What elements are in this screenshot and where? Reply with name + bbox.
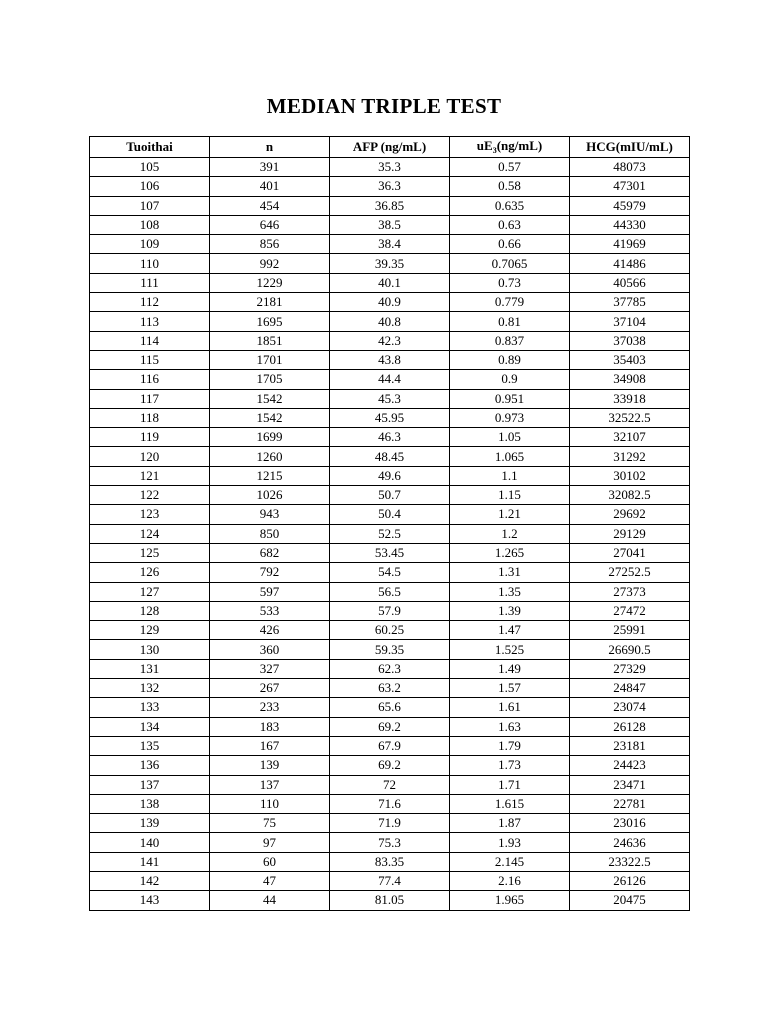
cell-afp: 40.1 [330,273,450,292]
cell-afp: 69.2 [330,717,450,736]
cell-tuoithai: 107 [90,196,210,215]
cell-ue3: 1.93 [450,833,570,852]
cell-tuoithai: 133 [90,698,210,717]
cell-ue3: 0.635 [450,196,570,215]
table-row [90,852,690,871]
table-row [90,524,690,543]
cell-ue3: 1.31 [450,563,570,582]
table-row [90,640,690,659]
cell-ue3: 1.21 [450,505,570,524]
table-body [90,158,690,911]
cell-hcg: 32107 [570,428,690,447]
cell-hcg: 32522.5 [570,408,690,427]
ue3-header-unit: (ng/mL) [496,138,543,153]
cell-hcg: 26128 [570,717,690,736]
cell-ue3: 0.63 [450,215,570,234]
cell-ue3: 1.61 [450,698,570,717]
cell-tuoithai: 114 [90,331,210,350]
cell-ue3: 1.265 [450,543,570,562]
cell-tuoithai: 110 [90,254,210,273]
cell-n: 1542 [210,408,330,427]
table-row [90,428,690,447]
cell-afp: 45.3 [330,389,450,408]
column-header-afp: AFP (ng/mL) [330,137,450,158]
cell-n: 1705 [210,370,330,389]
table-row [90,158,690,177]
cell-tuoithai: 139 [90,814,210,833]
cell-afp: 36.85 [330,196,450,215]
cell-n: 1260 [210,447,330,466]
table-row [90,196,690,215]
cell-ue3: 0.57 [450,158,570,177]
table-row [90,331,690,350]
cell-hcg: 37038 [570,331,690,350]
table-row [90,891,690,910]
cell-tuoithai: 121 [90,466,210,485]
cell-hcg: 48073 [570,158,690,177]
cell-tuoithai: 115 [90,350,210,369]
cell-n: 44 [210,891,330,910]
cell-n: 1851 [210,331,330,350]
cell-n: 426 [210,621,330,640]
table-row [90,756,690,775]
table-row [90,312,690,331]
cell-afp: 50.4 [330,505,450,524]
table-row [90,736,690,755]
cell-ue3: 1.39 [450,601,570,620]
cell-hcg: 47301 [570,177,690,196]
median-triple-test-table [89,136,690,911]
cell-ue3: 0.73 [450,273,570,292]
cell-ue3: 1.15 [450,486,570,505]
cell-afp: 46.3 [330,428,450,447]
cell-n: 533 [210,601,330,620]
cell-afp: 52.5 [330,524,450,543]
cell-hcg: 24847 [570,679,690,698]
cell-tuoithai: 111 [90,273,210,292]
cell-n: 75 [210,814,330,833]
cell-afp: 38.5 [330,215,450,234]
column-header-n: n [210,137,330,158]
cell-tuoithai: 141 [90,852,210,871]
cell-n: 1695 [210,312,330,331]
table-row [90,389,690,408]
table-row [90,717,690,736]
cell-n: 682 [210,543,330,562]
cell-ue3: 0.7065 [450,254,570,273]
cell-hcg: 31292 [570,447,690,466]
table-row [90,679,690,698]
table-row [90,563,690,582]
ue3-header-subscript: 3 [492,146,497,155]
cell-tuoithai: 106 [90,177,210,196]
cell-ue3: 0.9 [450,370,570,389]
cell-n: 167 [210,736,330,755]
cell-tuoithai: 113 [90,312,210,331]
cell-n: 327 [210,659,330,678]
column-header-tuoithai: Tuoithai [90,137,210,158]
cell-afp: 39.35 [330,254,450,273]
cell-n: 139 [210,756,330,775]
cell-afp: 40.8 [330,312,450,331]
cell-ue3: 1.63 [450,717,570,736]
table-row [90,871,690,890]
cell-hcg: 27252.5 [570,563,690,582]
cell-n: 1215 [210,466,330,485]
cell-afp: 43.8 [330,350,450,369]
cell-afp: 44.4 [330,370,450,389]
cell-tuoithai: 140 [90,833,210,852]
cell-hcg: 22781 [570,794,690,813]
cell-hcg: 23016 [570,814,690,833]
cell-n: 792 [210,563,330,582]
cell-ue3: 0.837 [450,331,570,350]
cell-hcg: 27373 [570,582,690,601]
cell-afp: 50.7 [330,486,450,505]
table-row [90,794,690,813]
cell-ue3: 0.779 [450,293,570,312]
table-row [90,486,690,505]
cell-n: 1229 [210,273,330,292]
cell-n: 597 [210,582,330,601]
table-row [90,293,690,312]
table-row [90,447,690,466]
cell-n: 1699 [210,428,330,447]
column-header-hcg: HCG(mIU/mL) [570,137,690,158]
cell-ue3: 0.973 [450,408,570,427]
cell-afp: 53.45 [330,543,450,562]
table-row [90,814,690,833]
cell-hcg: 20475 [570,891,690,910]
cell-hcg: 26126 [570,871,690,890]
cell-n: 47 [210,871,330,890]
cell-hcg: 29129 [570,524,690,543]
cell-afp: 38.4 [330,235,450,254]
cell-ue3: 0.81 [450,312,570,331]
cell-ue3: 1.87 [450,814,570,833]
cell-afp: 56.5 [330,582,450,601]
cell-tuoithai: 125 [90,543,210,562]
table-row [90,621,690,640]
cell-n: 401 [210,177,330,196]
cell-afp: 59.35 [330,640,450,659]
cell-tuoithai: 108 [90,215,210,234]
cell-afp: 45.95 [330,408,450,427]
cell-n: 391 [210,158,330,177]
cell-tuoithai: 135 [90,736,210,755]
cell-afp: 67.9 [330,736,450,755]
cell-hcg: 32082.5 [570,486,690,505]
cell-n: 856 [210,235,330,254]
table-row [90,215,690,234]
page-title: MEDIAN TRIPLE TEST [266,94,502,118]
cell-afp: 36.3 [330,177,450,196]
cell-hcg: 24636 [570,833,690,852]
cell-tuoithai: 116 [90,370,210,389]
table-row [90,350,690,369]
cell-n: 2181 [210,293,330,312]
cell-n: 360 [210,640,330,659]
cell-afp: 65.6 [330,698,450,717]
cell-hcg: 23322.5 [570,852,690,871]
cell-ue3: 1.1 [450,466,570,485]
cell-tuoithai: 138 [90,794,210,813]
cell-afp: 35.3 [330,158,450,177]
cell-n: 1542 [210,389,330,408]
cell-hcg: 41969 [570,235,690,254]
cell-n: 183 [210,717,330,736]
cell-ue3: 0.58 [450,177,570,196]
table-row [90,370,690,389]
table-row [90,543,690,562]
cell-hcg: 24423 [570,756,690,775]
cell-afp: 62.3 [330,659,450,678]
cell-n: 943 [210,505,330,524]
cell-tuoithai: 137 [90,775,210,794]
cell-n: 992 [210,254,330,273]
cell-hcg: 23471 [570,775,690,794]
cell-ue3: 2.16 [450,871,570,890]
cell-hcg: 27472 [570,601,690,620]
cell-hcg: 23181 [570,736,690,755]
cell-hcg: 23074 [570,698,690,717]
cell-afp: 54.5 [330,563,450,582]
table-row [90,659,690,678]
cell-ue3: 1.71 [450,775,570,794]
cell-afp: 69.2 [330,756,450,775]
cell-hcg: 27329 [570,659,690,678]
cell-ue3: 1.35 [450,582,570,601]
cell-afp: 71.6 [330,794,450,813]
cell-ue3: 1.615 [450,794,570,813]
cell-tuoithai: 127 [90,582,210,601]
cell-hcg: 29692 [570,505,690,524]
cell-afp: 49.6 [330,466,450,485]
cell-n: 233 [210,698,330,717]
cell-afp: 40.9 [330,293,450,312]
cell-n: 267 [210,679,330,698]
cell-tuoithai: 109 [90,235,210,254]
cell-afp: 57.9 [330,601,450,620]
cell-n: 60 [210,852,330,871]
cell-afp: 60.25 [330,621,450,640]
cell-ue3: 1.05 [450,428,570,447]
cell-n: 1701 [210,350,330,369]
cell-afp: 71.9 [330,814,450,833]
table-row [90,466,690,485]
cell-afp: 63.2 [330,679,450,698]
cell-tuoithai: 132 [90,679,210,698]
table-row [90,235,690,254]
cell-afp: 75.3 [330,833,450,852]
cell-ue3: 1.49 [450,659,570,678]
cell-tuoithai: 120 [90,447,210,466]
cell-n: 1026 [210,486,330,505]
table-header-row [90,137,690,158]
cell-ue3: 0.66 [450,235,570,254]
cell-tuoithai: 119 [90,428,210,447]
cell-hcg: 44330 [570,215,690,234]
cell-ue3: 1.525 [450,640,570,659]
cell-tuoithai: 143 [90,891,210,910]
cell-afp: 48.45 [330,447,450,466]
cell-afp: 81.05 [330,891,450,910]
cell-n: 110 [210,794,330,813]
cell-ue3: 0.951 [450,389,570,408]
cell-afp: 83.35 [330,852,450,871]
cell-hcg: 30102 [570,466,690,485]
cell-hcg: 37104 [570,312,690,331]
cell-tuoithai: 131 [90,659,210,678]
cell-hcg: 27041 [570,543,690,562]
table-row [90,601,690,620]
cell-n: 454 [210,196,330,215]
cell-ue3: 2.145 [450,852,570,871]
table-row [90,582,690,601]
cell-n: 137 [210,775,330,794]
cell-ue3: 1.73 [450,756,570,775]
ue3-header-prefix: uE [476,138,493,153]
cell-ue3: 0.89 [450,350,570,369]
table-row [90,254,690,273]
table-row [90,505,690,524]
cell-n: 850 [210,524,330,543]
cell-hcg: 33918 [570,389,690,408]
cell-tuoithai: 112 [90,293,210,312]
cell-ue3: 1.965 [450,891,570,910]
cell-tuoithai: 130 [90,640,210,659]
cell-hcg: 34908 [570,370,690,389]
table-row [90,408,690,427]
cell-ue3: 1.2 [450,524,570,543]
cell-afp: 77.4 [330,871,450,890]
cell-ue3: 1.065 [450,447,570,466]
cell-tuoithai: 142 [90,871,210,890]
cell-hcg: 35403 [570,350,690,369]
cell-afp: 72 [330,775,450,794]
table-row [90,177,690,196]
table-row [90,833,690,852]
cell-tuoithai: 136 [90,756,210,775]
cell-n: 97 [210,833,330,852]
cell-tuoithai: 129 [90,621,210,640]
cell-hcg: 45979 [570,196,690,215]
cell-n: 646 [210,215,330,234]
column-header-ue3 [450,137,570,158]
cell-ue3: 1.79 [450,736,570,755]
cell-tuoithai: 134 [90,717,210,736]
cell-tuoithai: 123 [90,505,210,524]
cell-tuoithai: 126 [90,563,210,582]
cell-hcg: 25991 [570,621,690,640]
cell-tuoithai: 118 [90,408,210,427]
cell-hcg: 26690.5 [570,640,690,659]
table-row [90,698,690,717]
cell-tuoithai: 122 [90,486,210,505]
table-row [90,273,690,292]
cell-hcg: 40566 [570,273,690,292]
cell-tuoithai: 128 [90,601,210,620]
cell-tuoithai: 105 [90,158,210,177]
cell-tuoithai: 124 [90,524,210,543]
table-row [90,775,690,794]
cell-ue3: 1.47 [450,621,570,640]
cell-hcg: 37785 [570,293,690,312]
cell-ue3: 1.57 [450,679,570,698]
cell-hcg: 41486 [570,254,690,273]
cell-afp: 42.3 [330,331,450,350]
cell-tuoithai: 117 [90,389,210,408]
